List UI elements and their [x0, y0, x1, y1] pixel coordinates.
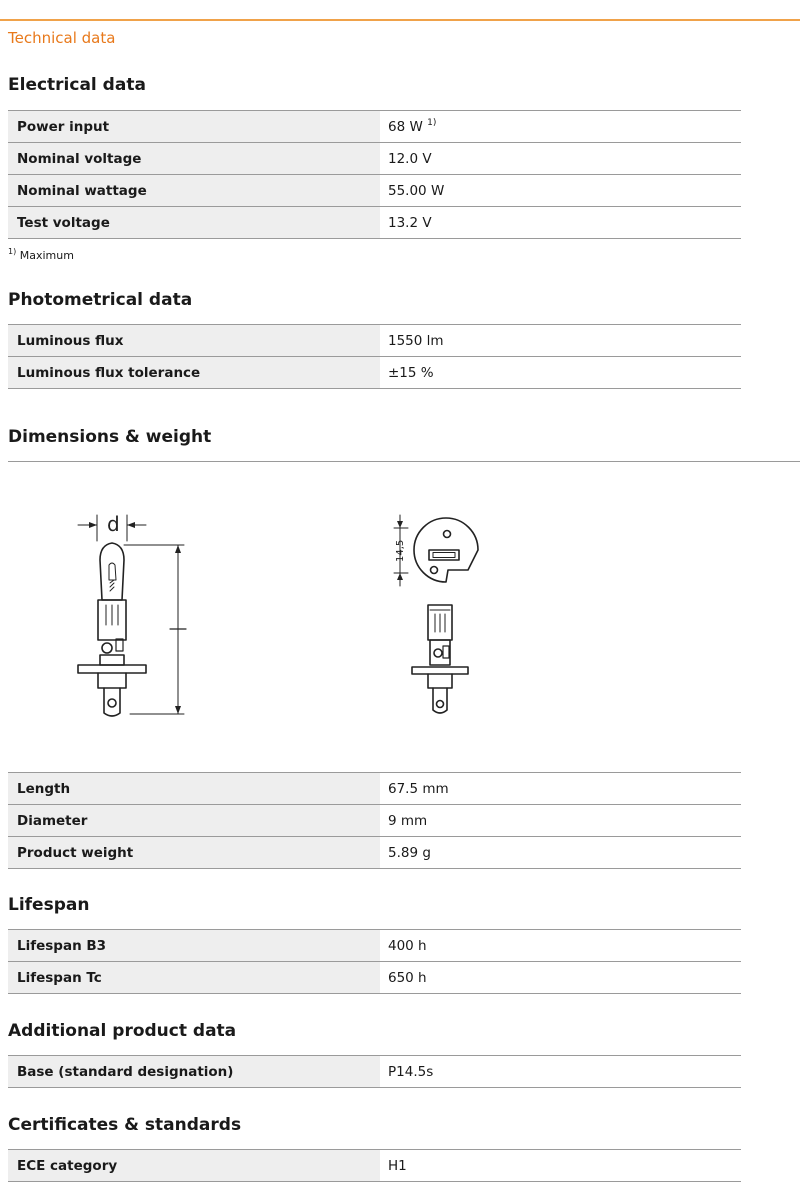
row-label: Nominal wattage	[8, 175, 380, 207]
row-value: P14.5s	[380, 1056, 741, 1088]
additional-section-title: Additional product data	[8, 1021, 237, 1041]
header-accent-rule	[0, 19, 800, 21]
row-label: Length	[8, 773, 380, 805]
row-value: 1550 lm	[380, 325, 741, 357]
electrical-table	[8, 110, 741, 239]
photometrical-table	[8, 324, 741, 389]
table-row	[8, 1056, 741, 1088]
table-row	[8, 773, 741, 805]
row-value: 55.00 W	[380, 175, 741, 207]
page-title: Technical data	[8, 29, 116, 47]
lifespan-table	[8, 929, 741, 994]
row-label: Diameter	[8, 805, 380, 837]
row-label: Power input	[8, 111, 380, 143]
row-value: H1	[380, 1150, 741, 1182]
footnote-number: 1)	[8, 247, 17, 256]
row-value: 67.5 mm	[380, 773, 741, 805]
row-value: 12.0 V	[380, 143, 741, 175]
row-label: Nominal voltage	[8, 143, 380, 175]
table-row	[8, 111, 741, 143]
power-input-value: 68 W	[388, 119, 423, 135]
dimensions-table	[8, 772, 741, 869]
row-value: 650 h	[380, 962, 741, 994]
table-row	[8, 805, 741, 837]
row-label: Test voltage	[8, 207, 380, 239]
base-dimension-label: 14,5	[395, 539, 406, 562]
dimensions-section-title: Dimensions & weight	[8, 427, 212, 447]
row-value: 400 h	[380, 930, 741, 962]
table-row	[8, 930, 741, 962]
bulb-base-view-drawing	[388, 510, 488, 720]
certificates-section-title: Certificates & standards	[8, 1115, 242, 1135]
table-row	[8, 1150, 741, 1182]
photometrical-section-title: Photometrical data	[8, 290, 193, 310]
row-label: ECE category	[8, 1150, 380, 1182]
table-row	[8, 325, 741, 357]
diameter-label: d	[107, 512, 120, 536]
row-label: Lifespan Tc	[8, 962, 380, 994]
footnote-text: Maximum	[19, 249, 74, 262]
certificates-table	[8, 1149, 741, 1182]
row-value: 9 mm	[380, 805, 741, 837]
table-row	[8, 175, 741, 207]
bulb-side-view-drawing	[60, 505, 200, 725]
section-divider	[8, 461, 800, 462]
row-label: Product weight	[8, 837, 380, 869]
table-row	[8, 837, 741, 869]
lifespan-section-title: Lifespan	[8, 895, 90, 915]
table-row	[8, 143, 741, 175]
electrical-section-title: Electrical data	[8, 75, 146, 95]
row-value	[380, 111, 741, 143]
row-value: 5.89 g	[380, 837, 741, 869]
table-row	[8, 962, 741, 994]
row-label: Base (standard designation)	[8, 1056, 380, 1088]
row-label: Luminous flux	[8, 325, 380, 357]
row-value: ±15 %	[380, 357, 741, 389]
row-label: Luminous flux tolerance	[8, 357, 380, 389]
row-label: Lifespan B3	[8, 930, 380, 962]
footnote-marker: 1)	[427, 118, 437, 128]
additional-table	[8, 1055, 741, 1088]
row-value: 13.2 V	[380, 207, 741, 239]
table-row	[8, 357, 741, 389]
footnote	[8, 247, 74, 262]
table-row	[8, 207, 741, 239]
